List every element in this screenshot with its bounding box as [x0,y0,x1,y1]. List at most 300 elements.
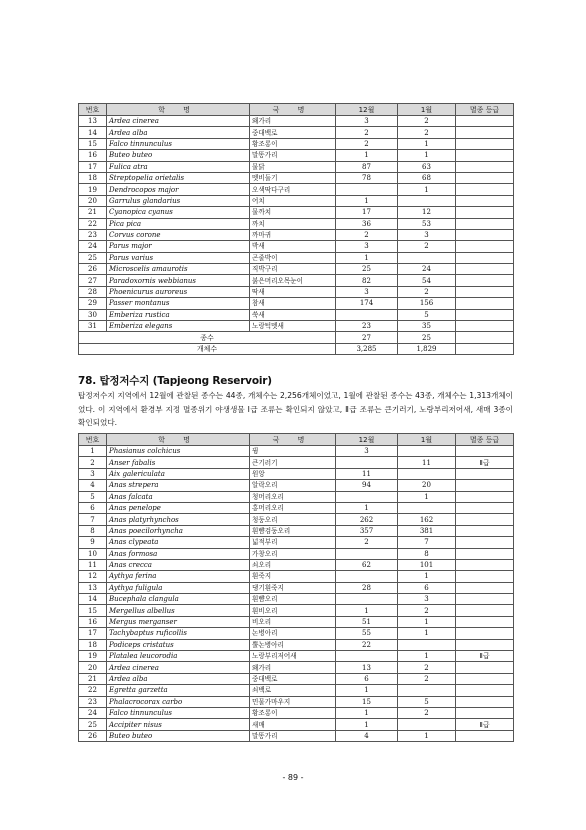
december-count: 1 [336,707,398,718]
endangered-grade [456,707,514,718]
korean-name: 비오리 [250,616,336,627]
header-grade: 멸종 등급 [456,104,514,116]
december-count: 1 [336,150,398,161]
row-number: 13 [79,116,107,127]
endangered-grade [456,537,514,548]
endangered-grade [456,502,514,513]
row-number: 17 [79,628,107,639]
table-row [79,321,514,332]
korean-name: 직박구리 [250,264,336,275]
endangered-grade: Ⅱ급 [456,651,514,662]
january-count: 2 [398,286,456,297]
table-row [79,172,514,183]
summary-december: 3,285 [336,343,398,354]
species-table-continued [78,103,514,355]
species-table-tapjeong [78,433,514,742]
january-count: 7 [398,537,456,548]
endangered-grade [456,559,514,570]
december-count: 3 [336,446,398,457]
table-row [79,685,514,696]
table-row [79,719,514,730]
december-count: 23 [336,321,398,332]
table-row [79,582,514,593]
header-december: 12월 [336,434,398,446]
scientific-name: Passer montanus [107,298,250,309]
korean-name: 쑥새 [250,309,336,320]
table-row [79,252,514,263]
table-row [79,616,514,627]
december-count: 3 [336,286,398,297]
row-number: 20 [79,195,107,206]
endangered-grade [456,184,514,195]
korean-name: 흰비오리 [250,605,336,616]
january-count: 1 [398,150,456,161]
scientific-name: Emberiza elegans [107,321,250,332]
scientific-name: Mergus merganser [107,616,250,627]
row-number: 8 [79,525,107,536]
korean-name: 물닭 [250,161,336,172]
december-count: 36 [336,218,398,229]
january-count: 1 [398,651,456,662]
endangered-grade [456,309,514,320]
table-row [79,195,514,206]
endangered-grade [456,673,514,684]
row-number: 27 [79,275,107,286]
row-number: 1 [79,446,107,457]
row-number: 5 [79,491,107,502]
table-row [79,480,514,491]
table-row [79,286,514,297]
korean-name: 쇠오리 [250,559,336,570]
january-count: 2 [398,662,456,673]
korean-name: 멧비둘기 [250,172,336,183]
december-count: 51 [336,616,398,627]
row-number: 16 [79,616,107,627]
december-count [336,184,398,195]
row-number: 26 [79,264,107,275]
january-count: 12 [398,207,456,218]
scientific-name: Anas formosa [107,548,250,559]
scientific-name: Podiceps cristatus [107,639,250,650]
korean-name: 흰뺨오리 [250,594,336,605]
header-scientific-name: 학 명 [107,104,250,116]
row-number: 15 [79,138,107,149]
scientific-name: Anas strepera [107,480,250,491]
endangered-grade [456,229,514,240]
table-row [79,446,514,457]
table-row [79,127,514,138]
header-january: 1월 [398,434,456,446]
scientific-name: Emberiza rustica [107,309,250,320]
endangered-grade [456,662,514,673]
table-row [79,730,514,741]
row-number: 14 [79,127,107,138]
table-row [79,275,514,286]
december-count: 2 [336,138,398,149]
row-number: 22 [79,685,107,696]
january-count [398,719,456,730]
table-row [79,150,514,161]
december-count [336,594,398,605]
scientific-name: Streptopelia orietalis [107,172,250,183]
korean-name: 쇠백로 [250,685,336,696]
january-count [398,252,456,263]
header-january: 1월 [398,104,456,116]
january-count: 1 [398,616,456,627]
january-count: 8 [398,548,456,559]
row-number: 23 [79,696,107,707]
january-count: 1 [398,571,456,582]
january-count: 53 [398,218,456,229]
row-number: 10 [79,548,107,559]
scientific-name: Garrulus glandarius [107,195,250,206]
endangered-grade [456,241,514,252]
scientific-name: Buteo buteo [107,150,250,161]
summary-december: 27 [336,332,398,343]
row-number: 28 [79,286,107,297]
korean-name: 큰기러기 [250,457,336,468]
endangered-grade [456,639,514,650]
scientific-name: Mergellus albellus [107,605,250,616]
endangered-grade: Ⅱ급 [456,719,514,730]
korean-name: 뿔논병아리 [250,639,336,650]
january-count: 2 [398,673,456,684]
korean-name: 황조롱이 [250,138,336,149]
table-row [79,468,514,479]
summary-row [79,332,514,343]
korean-name: 넓적부리 [250,537,336,548]
scientific-name: Aix galericulata [107,468,250,479]
korean-name: 까치 [250,218,336,229]
row-number: 25 [79,252,107,263]
korean-name: 홍머리오리 [250,502,336,513]
january-count: 1 [398,628,456,639]
section-title: 78. 탑정저수지 (Tapjeong Reservoir) [78,375,272,387]
table-row [79,264,514,275]
december-count: 3 [336,116,398,127]
endangered-grade [456,264,514,275]
korean-name: 황조롱이 [250,707,336,718]
table-row [79,639,514,650]
endangered-grade [456,150,514,161]
endangered-grade [456,594,514,605]
january-count: 5 [398,696,456,707]
row-number: 12 [79,571,107,582]
december-count [336,571,398,582]
row-number: 2 [79,457,107,468]
january-count: 2 [398,241,456,252]
scientific-name: Phalacrocorax carbo [107,696,250,707]
endangered-grade [456,446,514,457]
table-row [79,525,514,536]
summary-grade-empty [456,343,514,354]
scientific-name: Accipiter nisus [107,719,250,730]
table-row [79,138,514,149]
scientific-name: Ardea alba [107,127,250,138]
row-number: 24 [79,241,107,252]
table-row [79,537,514,548]
scientific-name: Ardea cinerea [107,662,250,673]
table-row [79,184,514,195]
endangered-grade [456,582,514,593]
row-number: 18 [79,639,107,650]
january-count: 3 [398,229,456,240]
january-count: 3 [398,594,456,605]
korean-name: 곤줄박이 [250,252,336,263]
december-count: 262 [336,514,398,525]
korean-name: 흰뺨검둥오리 [250,525,336,536]
scientific-name: Bucephala clangula [107,594,250,605]
scientific-name: Dendrocopos major [107,184,250,195]
row-number: 14 [79,594,107,605]
endangered-grade [456,616,514,627]
korean-name: 까마귀 [250,229,336,240]
january-count: 1 [398,138,456,149]
january-count [398,195,456,206]
korean-name: 왜가리 [250,662,336,673]
row-number: 16 [79,150,107,161]
january-count [398,446,456,457]
december-count: 17 [336,207,398,218]
korean-name: 새매 [250,719,336,730]
table-row [79,605,514,616]
table-row [79,571,514,582]
row-number: 13 [79,582,107,593]
korean-name: 말똥가리 [250,150,336,161]
table-row [79,298,514,309]
korean-name: 어치 [250,195,336,206]
endangered-grade [456,298,514,309]
korean-name: 중대백로 [250,127,336,138]
endangered-grade [456,252,514,263]
table-row [79,502,514,513]
korean-name: 참새 [250,298,336,309]
korean-name: 말똥가리 [250,730,336,741]
endangered-grade [456,286,514,297]
december-count: 1 [336,252,398,263]
header-grade: 멸종 등급 [456,434,514,446]
table-row [79,218,514,229]
scientific-name: Ardea alba [107,673,250,684]
december-count: 2 [336,229,398,240]
endangered-grade [456,548,514,559]
endangered-grade [456,525,514,536]
december-count: 4 [336,730,398,741]
december-count: 94 [336,480,398,491]
endangered-grade [456,116,514,127]
december-count [336,457,398,468]
table-row [79,457,514,468]
endangered-grade [456,207,514,218]
endangered-grade: Ⅱ급 [456,457,514,468]
january-count: 20 [398,480,456,491]
scientific-name: Anas platyrhynchos [107,514,250,525]
january-count: 68 [398,172,456,183]
korean-name: 딱새 [250,286,336,297]
row-number: 4 [79,480,107,491]
korean-name: 노랑부리저어새 [250,651,336,662]
december-count: 174 [336,298,398,309]
row-number: 3 [79,468,107,479]
endangered-grade [456,605,514,616]
summary-january: 25 [398,332,456,343]
scientific-name: Aythya ferina [107,571,250,582]
korean-name: 청머리오리 [250,491,336,502]
summary-label: 종수 [79,332,336,343]
korean-name: 알락오리 [250,480,336,491]
scientific-name: Microscelis amaurotis [107,264,250,275]
december-count: 357 [336,525,398,536]
january-count: 101 [398,559,456,570]
endangered-grade [456,138,514,149]
summary-row [79,343,514,354]
row-number: 31 [79,321,107,332]
header-no: 번호 [79,104,107,116]
table-row [79,707,514,718]
december-count: 22 [336,639,398,650]
scientific-name: Parus major [107,241,250,252]
january-count: 162 [398,514,456,525]
table-header-row [79,434,514,446]
december-count: 13 [336,662,398,673]
january-count: 2 [398,116,456,127]
table-row [79,491,514,502]
row-number: 19 [79,184,107,195]
endangered-grade [456,127,514,138]
row-number: 19 [79,651,107,662]
page-number: - 89 - [282,773,304,782]
korean-name: 청둥오리 [250,514,336,525]
december-count: 1 [336,195,398,206]
january-count: 1 [398,184,456,195]
january-count: 63 [398,161,456,172]
table-row [79,309,514,320]
scientific-name: Falco tinnunculus [107,707,250,718]
table-row [79,241,514,252]
december-count: 6 [336,673,398,684]
january-count: 6 [398,582,456,593]
endangered-grade [456,480,514,491]
scientific-name: Corvus corone [107,229,250,240]
korean-name: 원앙 [250,468,336,479]
korean-name: 박새 [250,241,336,252]
table-row [79,696,514,707]
january-count: 2 [398,127,456,138]
row-number: 21 [79,207,107,218]
scientific-name: Tachybaptus ruficollis [107,628,250,639]
endangered-grade [456,172,514,183]
december-count: 1 [336,719,398,730]
january-count: 11 [398,457,456,468]
endangered-grade [456,730,514,741]
table-row [79,628,514,639]
table-row [79,161,514,172]
scientific-name: Parus varius [107,252,250,263]
december-count: 1 [336,605,398,616]
row-number: 22 [79,218,107,229]
december-count: 78 [336,172,398,183]
january-count: 381 [398,525,456,536]
korean-name: 흰죽지 [250,571,336,582]
row-number: 17 [79,161,107,172]
january-count: 54 [398,275,456,286]
row-number: 7 [79,514,107,525]
december-count: 11 [336,468,398,479]
endangered-grade [456,571,514,582]
korean-name: 가창오리 [250,548,336,559]
december-count: 2 [336,537,398,548]
row-number: 23 [79,229,107,240]
korean-name: 붉은머리오목눈이 [250,275,336,286]
row-number: 15 [79,605,107,616]
summary-label: 개체수 [79,343,336,354]
row-number: 6 [79,502,107,513]
summary-january: 1,829 [398,343,456,354]
january-count: 2 [398,707,456,718]
scientific-name: Aythya fuligula [107,582,250,593]
scientific-name: Pica pica [107,218,250,229]
table-row [79,514,514,525]
header-korean-name: 국 명 [250,434,336,446]
row-number: 18 [79,172,107,183]
korean-name: 왜가리 [250,116,336,127]
endangered-grade [456,218,514,229]
january-count [398,639,456,650]
january-count [398,468,456,479]
endangered-grade [456,685,514,696]
scientific-name: Phasianus colchicus [107,446,250,457]
row-number: 21 [79,673,107,684]
summary-grade-empty [456,332,514,343]
row-number: 24 [79,707,107,718]
january-count: 24 [398,264,456,275]
scientific-name: Anas penelope [107,502,250,513]
row-number: 29 [79,298,107,309]
row-number: 20 [79,662,107,673]
scientific-name: Buteo buteo [107,730,250,741]
january-count: 156 [398,298,456,309]
table-header-row [79,104,514,116]
scientific-name: Cyanopica cyanus [107,207,250,218]
table-row [79,662,514,673]
korean-name: 댕기흰죽지 [250,582,336,593]
january-count [398,502,456,513]
scientific-name: Ardea cinerea [107,116,250,127]
row-number: 30 [79,309,107,320]
december-count: 25 [336,264,398,275]
scientific-name: Anas clypeata [107,537,250,548]
korean-name: 논병아리 [250,628,336,639]
january-count: 35 [398,321,456,332]
table-row [79,559,514,570]
endangered-grade [456,491,514,502]
scientific-name: Paradoxornis webbianus [107,275,250,286]
table-row [79,207,514,218]
header-scientific-name: 학 명 [107,434,250,446]
december-count: 55 [336,628,398,639]
scientific-name: Anas crecca [107,559,250,570]
scientific-name: Falco tinnunculus [107,138,250,149]
endangered-grade [456,275,514,286]
table-row [79,229,514,240]
table-row [79,673,514,684]
korean-name: 중대백로 [250,673,336,684]
december-count [336,491,398,502]
row-number: 11 [79,559,107,570]
december-count [336,651,398,662]
korean-name: 물까치 [250,207,336,218]
table-row [79,594,514,605]
